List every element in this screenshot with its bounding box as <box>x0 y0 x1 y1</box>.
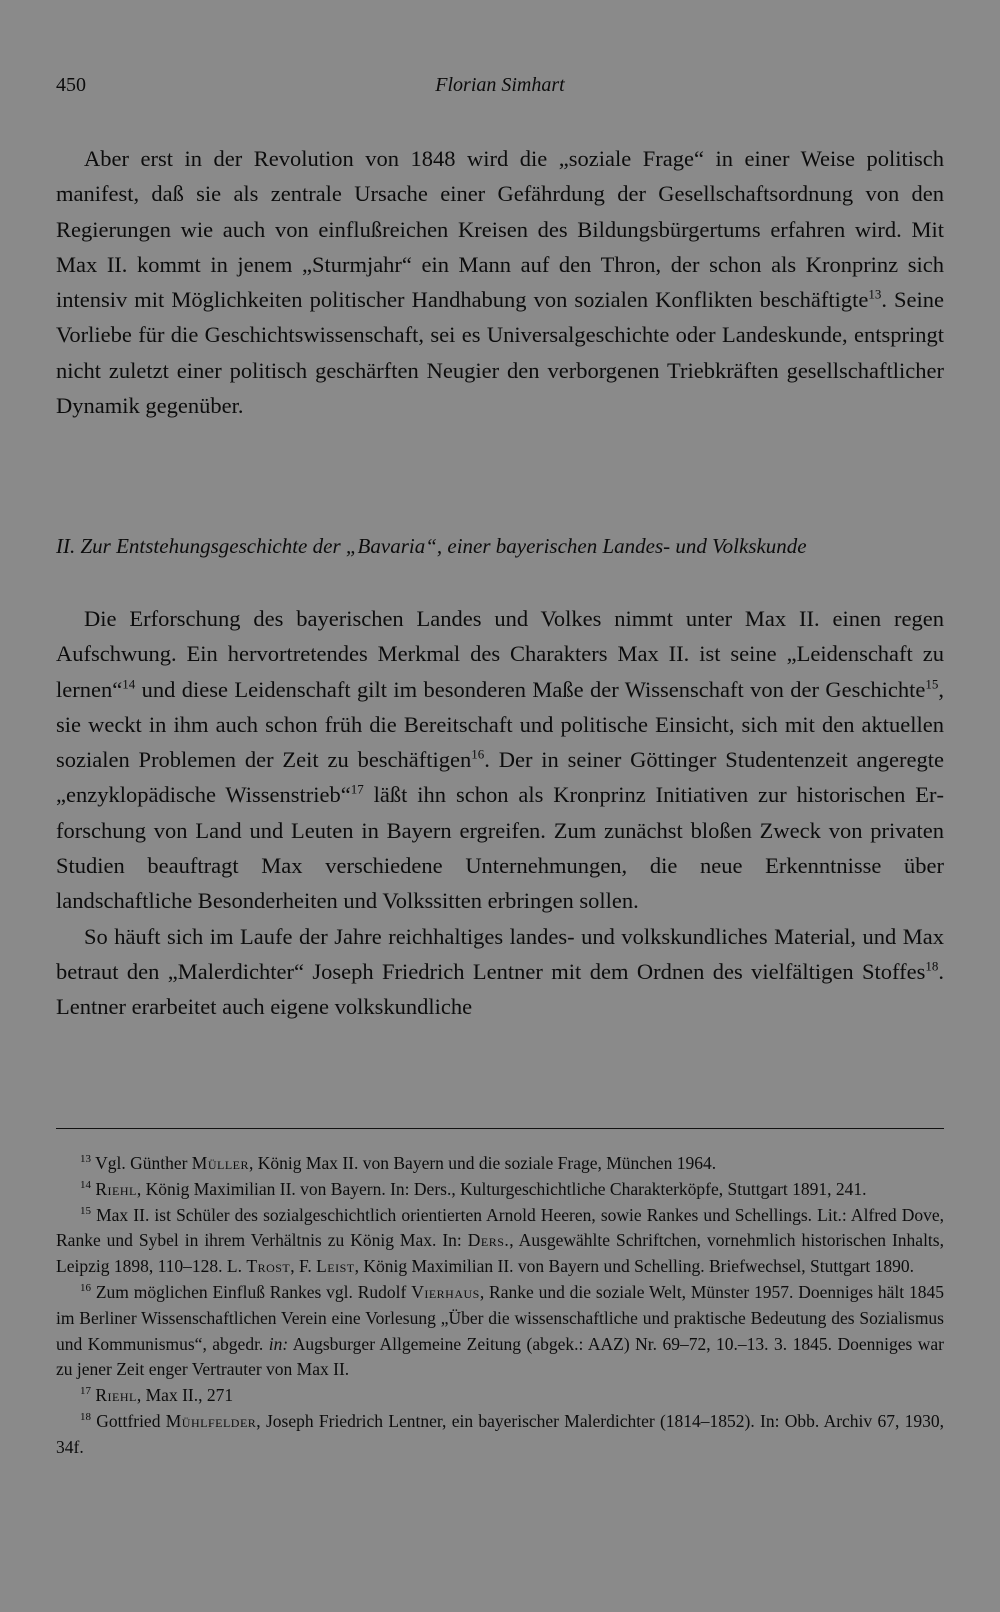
footnote-number: 14 <box>80 1178 91 1191</box>
footnote-18 <box>56 1409 944 1461</box>
footnote-ref-15: 15 <box>925 676 939 692</box>
footnote-13 <box>56 1151 944 1177</box>
footnote-number: 18 <box>80 1410 91 1423</box>
text-run: , Max II., 271 <box>136 1385 234 1406</box>
footnote-ref-14: 14 <box>122 676 136 692</box>
footnote-number: 16 <box>80 1281 91 1294</box>
footnote-16 <box>56 1280 944 1383</box>
footnote-ref-18: 18 <box>925 958 939 974</box>
text-run: Gottfried <box>96 1410 166 1431</box>
text-run: Vgl. Günther <box>95 1153 192 1173</box>
text-run: . Der in seiner Göttinger Studentenzeit angeregte „enzyklopädische Wissenstrieb“ <box>56 747 944 808</box>
author-name: Ders. <box>467 1230 510 1251</box>
italic-word: in: <box>268 1333 289 1354</box>
text-run: . Lentner erarbeitet auch eigene volkskundliche <box>56 958 944 1020</box>
text-run: Die Erforschung des bayerischen Landes und Volkes nimmt unter Max II. einen regen Aufschwung. Ein hervortretendes Merkmal des Charakters Max II. ist seine „Leidenschaft zu lernen“ <box>56 606 944 702</box>
text-run: , Joseph Friedrich Lentner, ein bayerischer Malerdichter (1814–1852). In: Obb. Archiv 67, 1930, 34f. <box>56 1410 944 1457</box>
text-run: Aber erst in der Revolution von 1848 wird die „soziale Frage“ in einer Weise politisch manifest, daß sie als zentrale Ursache einer Gefährdung der Gesellschaftsordnung von den Regierungen wie auch von einflußreichen Kreisen des Bildungsbürgertums erfahren wird. Mit Max II. kommt in jenem „Sturmjahr“ ein Mann auf den Thron, der schon als Kronprinz sich intensiv mit Möglichkeiten politischer Handhabung von sozialen Konflikten beschäftigte <box>56 146 944 313</box>
footnotes <box>56 1151 944 1461</box>
footnote-divider <box>56 1128 944 1129</box>
running-head-author: Florian Simhart <box>435 74 565 96</box>
section-paragraph-2 <box>56 919 944 1025</box>
footnote-14 <box>56 1177 944 1203</box>
text-run: Max II. ist Schüler des sozialgeschichtlich orientierten Arnold Heeren, sowie Rankes und Schellings. Lit.: Alfred Dove, Ranke und Sybel in ihrem Verhältnis zu König Max. In: <box>56 1204 944 1251</box>
author-name: Müller <box>191 1153 250 1173</box>
author-name: Leist <box>316 1256 355 1277</box>
text-run: und diese Leidenschaft gilt im besonderen Maße der Wissenschaft von der Geschichte <box>135 676 926 702</box>
text-run: Augsburger Allgemeine Zeitung (abgek.: AAZ) Nr. 69–72, 10.–13. 3. 1845. Doenniges war zu jener Zeit enger Vertrauter von Max II. <box>56 1333 944 1380</box>
footnote-ref-17: 17 <box>350 782 364 798</box>
text-run: Zum möglichen Einfluß Rankes vgl. Rudolf <box>95 1281 412 1302</box>
footnote-ref-16: 16 <box>471 746 485 762</box>
text-run: , sie weckt in ihm auch schon früh die Bereitschaft und politische Einsicht, sich mit den aktuellen sozialen Problemen der Zeit zu beschäftigen <box>56 676 944 773</box>
text-run: , Ausgewählte Schriftchen, vornehmlich historischen Inhalts, Leipzig 1898, 110–128. L. <box>56 1230 944 1277</box>
text-run: , Ranke und die soziale Welt, Münster 1957. Doenniges hält 1845 im Berliner Wissenschaftlichen Verein eine Vorlesung „Über die wissenschaftliche und praktische Bedeutung des Sozialismus und Kommunismus“, abgedr. <box>56 1281 945 1354</box>
section-body <box>56 601 944 1025</box>
author-name: Riehl <box>95 1385 137 1406</box>
author-name: Trost <box>246 1256 291 1277</box>
section-paragraph-1 <box>56 601 944 919</box>
author-name: Mühlfelder <box>165 1410 257 1431</box>
section-heading: II. Zur Entstehungsgeschichte der „Bavaria“, einer bayerischen Landes- und Volkskunde <box>56 534 807 558</box>
footnote-17 <box>56 1383 944 1409</box>
footnote-number: 13 <box>80 1152 91 1165</box>
intro-paragraph <box>56 141 944 423</box>
text-run: . Seine Vorliebe für die Geschichtswissenschaft, sei es Universalgeschichte oder Landeskunde, entspringt nicht zuletzt einer politisch geschärften Neugier den verborgenen Triebkräften gesellschaftlicher Dynamik gegenüber. <box>56 287 944 419</box>
text-run: läßt ihn schon als Kronprinz Initiativen zur historischen Erforschung von Land und Leuten in Bayern ergreifen. Zum zunächst bloßen Zweck von privaten Studien beauftragt Max verschiedene Unternehmungen, die neue Erkenntnisse über landschaftliche Besonderheiten und Volkssitten erbringen sollen. <box>56 782 944 914</box>
running-head <box>56 74 944 104</box>
text-run: , König Maximilian II. von Bayern. In: Ders., Kulturgeschichtliche Charakterköpfe, Stuttgart 1891, 241. <box>136 1178 867 1199</box>
text-run: , König Max II. von Bayern und die soziale Frage, München 1964. <box>249 1153 717 1173</box>
text-run: , F. <box>290 1256 317 1277</box>
intro-paragraph-block <box>56 141 944 423</box>
text-run: So häuft sich im Laufe der Jahre reichhaltiges landes- und volkskundliches Material, und Max betraut den „Malerdichter“ Joseph Friedrich Lentner mit dem Ordnen des vielfältigen Stoffes <box>56 923 944 984</box>
footnote-number: 15 <box>80 1204 91 1217</box>
footnote-15 <box>56 1203 944 1280</box>
footnote-number: 17 <box>80 1385 91 1398</box>
author-name: Vierhaus <box>411 1281 480 1302</box>
author-name: Riehl <box>95 1178 137 1199</box>
text-run: , König Maximilian II. von Bayern und Schelling. Briefwechsel, Stuttgart 1890. <box>354 1256 915 1277</box>
page-number: 450 <box>56 74 86 96</box>
footnote-ref-13: 13 <box>868 286 882 302</box>
